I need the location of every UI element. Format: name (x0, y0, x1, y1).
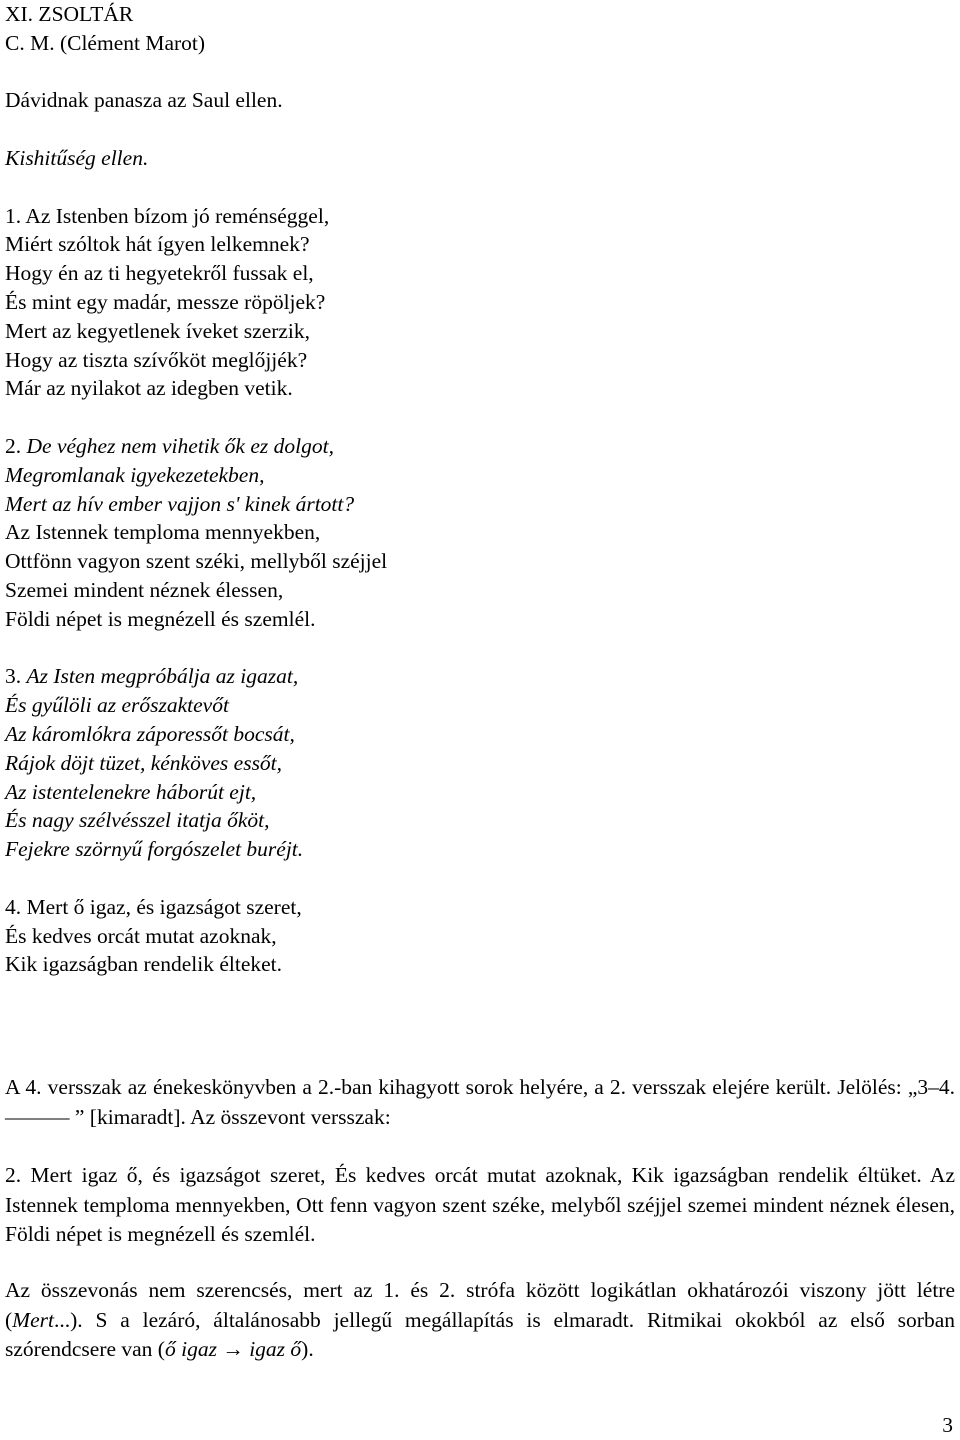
page-title: XI. ZSOLTÁR (5, 2, 134, 26)
verse-line: Már az nyilakot az idegben vetik. (5, 376, 293, 401)
verse-line: Hogy én az ti hegyetekről fussak el, (5, 261, 314, 286)
quoted-phrase: ő igaz → igaz ő (164, 1337, 302, 1361)
verse-line: Az káromlókra záporessőt bocsát, (5, 721, 295, 746)
author-line: C. M. (Clément Marot) (5, 30, 206, 55)
verse-text: Az Isten megpróbálja az igazat, (26, 664, 299, 689)
verse-line: Megromlanak igyekezetekben, (5, 462, 265, 487)
verse-line: Miért szóltok hát ígyen lelkemnek? (5, 232, 310, 257)
verse-line: És nagy szélvésszel itatja őköt, (5, 808, 270, 833)
poem-motto: Kishitűség ellen. (5, 145, 149, 170)
verse-line: És mint egy madár, messze röpöljek? (5, 289, 326, 314)
verse-line: Fejekre szörnyű forgószelet buréjt. (5, 837, 304, 862)
stanza-1 (5, 202, 955, 404)
verse-line: Szemei mindent néznek élessen, (5, 577, 284, 602)
poem-subtitle: Dávidnak panasza az Saul ellen. (5, 88, 283, 113)
verse-line: Kik igazságban rendelik élteket. (5, 952, 283, 977)
verse-line: Ottfönn vagyon szent széki, mellyből széjjel (5, 549, 388, 574)
page-number: 3 (942, 1413, 953, 1437)
verse-line: Hogy az tiszta szívőköt meglőjjék? (5, 347, 308, 372)
verse-line (5, 432, 955, 461)
note-paragraph-2: 2. Mert igaz ő, és igazságot szeret, És kedves orcát mutat azoknak, Kik igazságban rendelik éltüket. Az Istennek temploma mennyekben, Ott fenn vagyon szent széke, melyből széjjel szemei mindent néznek élesen, Földi népet is megnézell és szemlél. (5, 1163, 955, 1246)
verse-line: Rájok döjt tüzet, kénköves essőt, (5, 750, 283, 775)
note-paragraph-3 (5, 1276, 955, 1365)
verse-line: 4. Mert ő igaz, és igazságot szeret, (5, 894, 302, 919)
quoted-word: Mert (12, 1307, 54, 1332)
verse-line: Mert az kegyetlenek íveket szerzik, (5, 318, 311, 343)
poem-body (5, 0, 955, 979)
stanza-2 (5, 432, 955, 634)
stanza-number: 2. (5, 433, 22, 458)
verse-text: De véghez nem vihetik ők ez dolgot, (26, 433, 334, 458)
stanza-3 (5, 662, 955, 864)
stanza-4 (5, 893, 955, 979)
verse-line: Mert az hív ember vajjon s' kinek ártott? (5, 491, 355, 516)
verse-line: Földi népet is megnézell és szemlél. (5, 606, 316, 631)
note-text: ). (301, 1337, 314, 1361)
note-paragraph-1: A 4. versszak az énekeskönyvben a 2.-ban kihagyott sorok helyére, a 2. versszak elejére került. Jelölés: „3–4. ——— ” [kimaradt]. Az összevont versszak: (5, 1075, 955, 1129)
verse-line: És gyűlöli az erőszaktevőt (5, 693, 229, 718)
verse-line: Az Istennek temploma mennyekben, (5, 520, 321, 545)
verse-line (5, 662, 955, 691)
verse-line: Az istentelenekre háborút ejt, (5, 779, 257, 804)
note-text: Az összevonás nem szerencsés, mert az 1. és 2. strófa között logikátlan okhatározói viszony jött létre ( (5, 1278, 955, 1332)
note-text: ...). S a lezáró, általánosabb jellegű megállapítás is elmaradt. Ritmikai okokból az első sorban szórendcsere van ( (5, 1307, 955, 1361)
verse-line: 1. Az Istenben bízom jó reménséggel, (5, 203, 330, 228)
stanza-number: 3. (5, 664, 22, 689)
verse-line: És kedves orcát mutat azoknak, (5, 923, 277, 948)
